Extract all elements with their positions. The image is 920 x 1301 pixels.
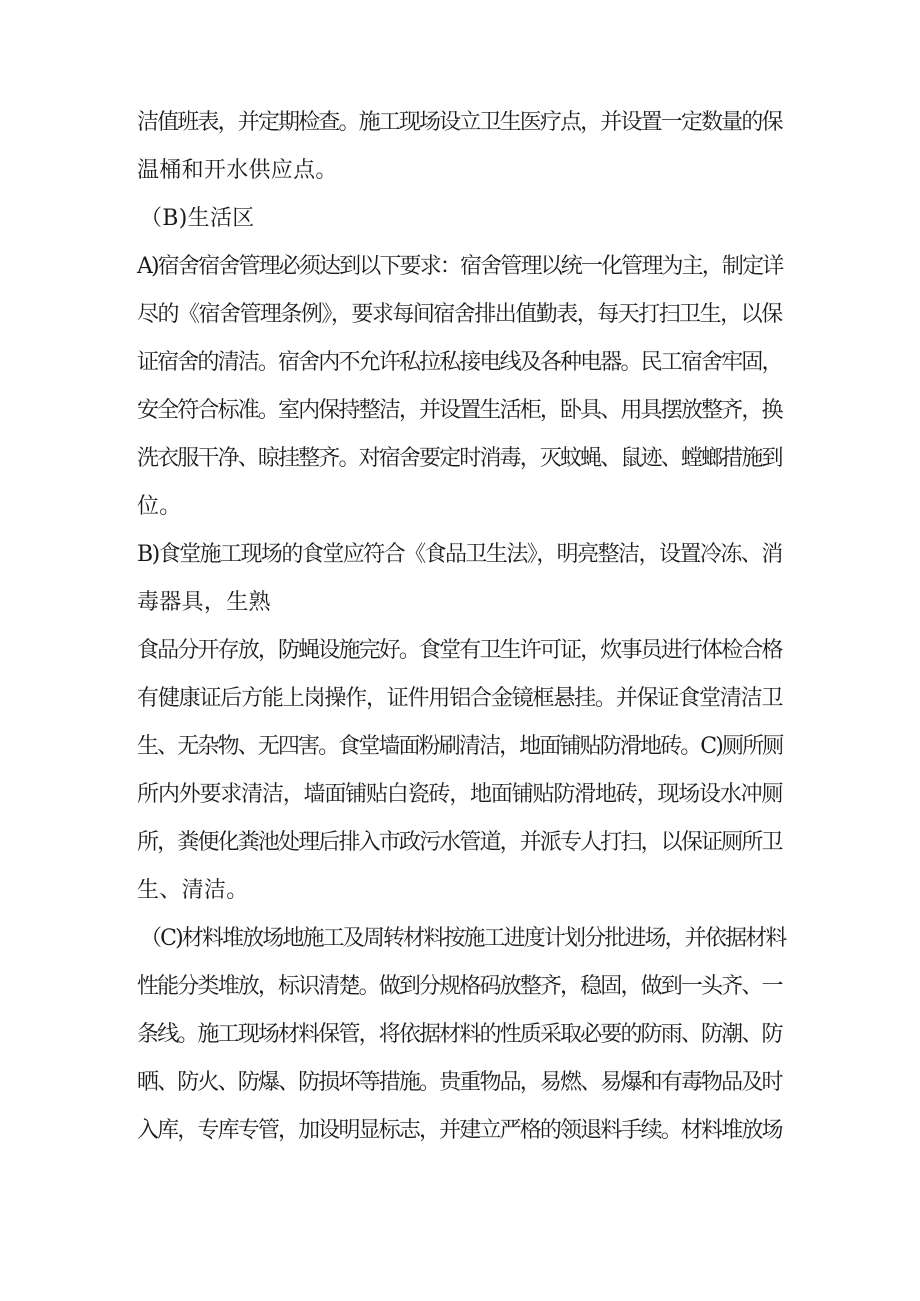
text-line: 生、无杂物、无四害。食堂墙面粉刷清洁，地面铺贴防滑地砖。C)厕所厕 [137, 734, 783, 759]
text-line: 入库，专库专管，加设明显标志，并建立严格的领退料手续。材料堆放场 [137, 1118, 782, 1143]
text-line: 毒器具，生熟 [137, 590, 271, 615]
text-line: 安全符合标准。室内保持整洁，并设置生活柜，卧具、用具摆放整齐，换 [137, 398, 782, 423]
text-line: 性能分类堆放，标识清楚。做到分规格码放整齐，稳固，做到一头齐、一 [137, 974, 782, 999]
text-line: 生、清洁。 [137, 878, 249, 903]
text-line: 所，粪便化粪池处理后排入市政污水管道，并派专人打扫，以保证厕所卫 [137, 830, 782, 855]
text-line: A)宿舍宿舍管理必须达到以下要求：宿舍管理以统一化管理为主，制定详 [137, 254, 783, 279]
text-line: 尽的《宿舍管理条例》，要求每间宿舍排出值勤表，每天打扫卫生，以保 [137, 302, 782, 327]
text-line: （C)材料堆放场地施工及周转材料按施工进度计划分批进场，并依据材料 [140, 926, 786, 951]
text-line: 所内外要求清洁，墙面铺贴白瓷砖，地面铺贴防滑地砖，现场设水冲厕 [137, 782, 783, 807]
text-line: 证宿舍的清洁。宿舍内不允许私拉私接电线及各种电器。民工宿舍牢固， [137, 350, 782, 375]
text-line: 有健康证后方能上岗操作，证件用铝合金镜框悬挂。并保证食堂清洁卫 [137, 686, 783, 711]
section-heading: （B)生活区 [140, 206, 255, 231]
text-line: 食品分开存放，防蝇设施完好。食堂有卫生许可证，炊事员进行体检合格 [137, 638, 782, 663]
text-line: 晒、防火、防爆、防损坏等措施。贵重物品，易燃、易爆和有毒物品及时 [137, 1070, 782, 1095]
text-line: 洗衣服干净、晾挂整齐。对宿舍要定时消毒，灭蚊蝇、鼠迹、螳螂措施到 [137, 446, 782, 471]
text-line: 位。 [137, 494, 182, 519]
text-line: B)食堂施工现场的食堂应符合《食品卫生法》，明亮整洁，设置冷冻、消 [137, 542, 782, 567]
text-line: 条线。施工现场材料保管，将依据材料的性质采取必要的防雨、防潮、防 [137, 1022, 782, 1047]
text-line: 洁值班表，并定期检查。施工现场设立卫生医疗点，并设置一定数量的保 [137, 110, 782, 135]
text-line: 温桶和开水供应点。 [137, 158, 338, 183]
